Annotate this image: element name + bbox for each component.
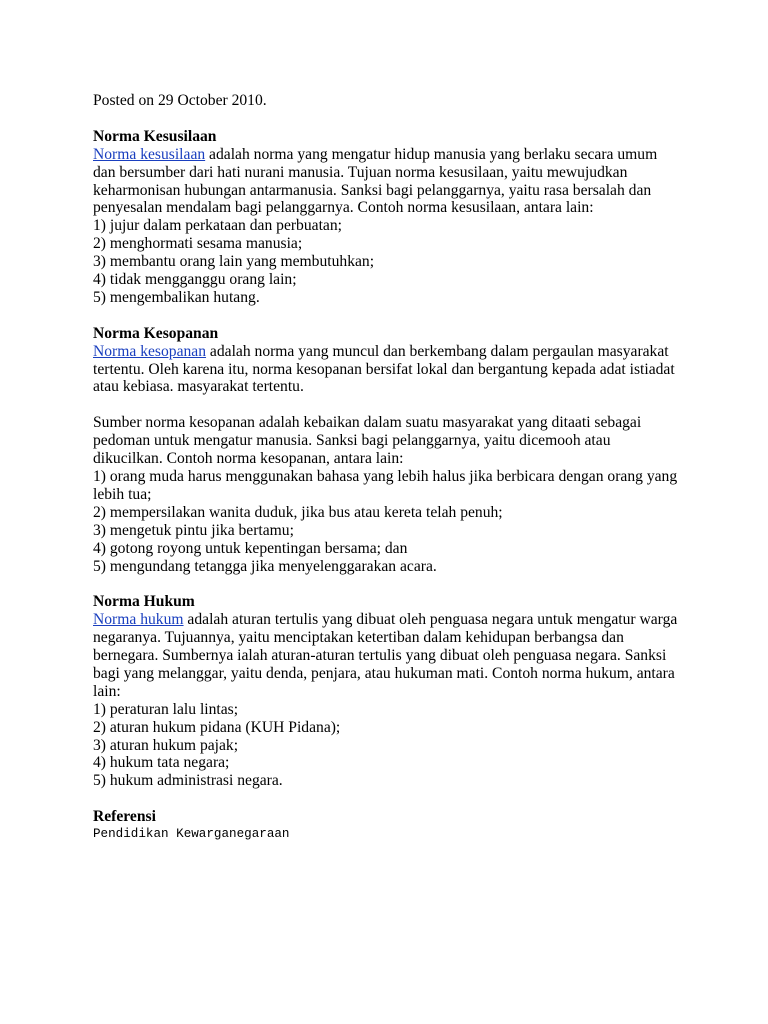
body-text: adalah norma yang muncul dan berkembang dalam pergaulan masyarakat tertentu. Oleh karena itu, norma kesopanan bersifat lokal dan bergantung kepada adat istiadat atau kebiasa. masyarakat tertentu.	[93, 342, 675, 396]
list-item: 5) mengundang tetangga jika menyelenggarakan acara.	[93, 557, 437, 575]
section-kesopanan	[93, 325, 683, 576]
list-item: 4) hukum tata negara;	[93, 754, 230, 772]
list-item: 2) mempersilakan wanita duduk, jika bus atau kereta telah penuh;	[93, 503, 503, 521]
list-item: 5) hukum administrasi negara.	[93, 772, 283, 790]
list-item: 1) orang muda harus menggunakan bahasa yang lebih halus jika berbicara dengan orang yang lebih tua;	[93, 467, 678, 503]
list-item: 1) jujur dalam perkataan dan perbuatan;	[93, 217, 342, 235]
list-item: 3) membantu orang lain yang membutuhkan;	[93, 253, 375, 271]
list-item: 3) mengetuk pintu jika bertamu;	[93, 521, 294, 539]
list-item: 3) aturan hukum pajak;	[93, 736, 239, 754]
list-item: 1) peraturan lalu lintas;	[93, 700, 239, 718]
section-body-hukum	[93, 611, 683, 701]
document-page	[93, 92, 683, 862]
section-body-kesusilaan	[93, 146, 683, 218]
section-referensi	[93, 808, 683, 844]
list-item: 2) menghormati sesama manusia;	[93, 235, 303, 253]
link-norma-kesopanan[interactable]: Norma kesopanan	[93, 342, 207, 360]
section-heading-kesusilaan: Norma Kesusilaan	[93, 127, 217, 145]
link-norma-hukum[interactable]: Norma hukum	[93, 611, 184, 629]
list-item: 2) aturan hukum pidana (KUH Pidana);	[93, 718, 341, 736]
list-item: 4) tidak mengganggu orang lain;	[93, 271, 297, 289]
list-item: 5) mengembalikan hutang.	[93, 288, 260, 306]
section-kesusilaan	[93, 128, 683, 307]
list-hukum	[93, 701, 683, 791]
link-norma-kesusilaan[interactable]: Norma kesusilaan	[93, 145, 206, 163]
section-hukum	[93, 593, 683, 790]
posted-date: Posted on 29 October 2010.	[93, 92, 267, 109]
body-text: adalah norma yang mengatur hidup manusia yang berlaku secara umum dan bersumber dari hati nurani manusia. Tujuan norma kesusilaan, yaitu mewujudkan keharmonisan hubungan antarmanusia. Sanksi bagi pelanggarnya, yaitu rasa bersalah dan penyesalan mendalam bagi pelanggarnya. Contoh norma kesusilaan, antara lain:	[93, 145, 658, 217]
list-item: 4) gotong royong untuk kepentingan bersama; dan	[93, 539, 408, 557]
section-heading-kesopanan: Norma Kesopanan	[93, 324, 219, 342]
reference-source: Pendidikan Kewarganegaraan	[93, 827, 290, 842]
section-heading-referensi: Referensi	[93, 808, 156, 826]
list-kesopanan	[93, 468, 683, 575]
body-text: adalah aturan tertulis yang dibuat oleh penguasa negara untuk mengatur warga negaranya. Tujuannya, yaitu menciptakan ketertiban dalam kehidupan berbangsa dan bernegara. Sumbernya ialah aturan-aturan tertulis yang dibuat oleh penguasa negara. Sanksi bagi yang melanggar, yaitu denda, penjara, atau hukuman mati. Contoh norma hukum, antara lain:	[93, 611, 678, 700]
section-body-kesopanan	[93, 343, 683, 397]
paragraph-gap	[93, 396, 683, 414]
list-kesusilaan	[93, 217, 683, 307]
section-heading-hukum: Norma Hukum	[93, 593, 195, 611]
section-body2-kesopanan: Sumber norma kesopanan adalah kebaikan dalam suatu masyarakat yang ditaati sebagai pedoman untuk mengatur manusia. Sanksi bagi pelanggarnya, yaitu dicemooh atau dikucilkan. Contoh norma kesopanan, antara lain:	[93, 414, 642, 468]
